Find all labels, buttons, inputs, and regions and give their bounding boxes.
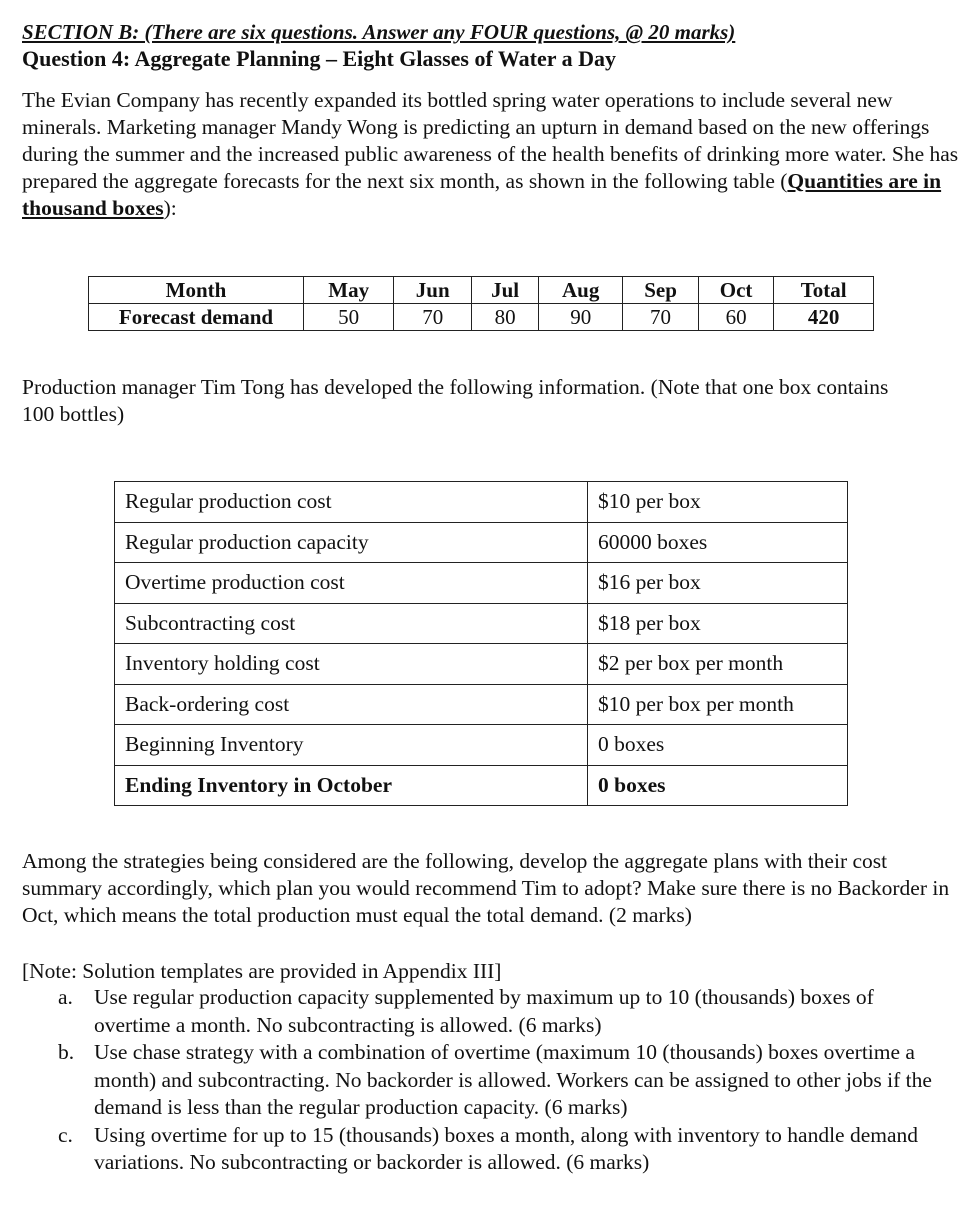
option-item [22,1039,952,1122]
info-value: 0 boxes [588,725,848,766]
quantity-unit-note: Quantities are in thousand boxes [22,169,942,220]
info-label: Regular production cost [115,482,588,523]
info-value: $2 per box per month [588,644,848,685]
option-text: Using overtime for up to 15 (thousands) boxes a month, along with inventory to handle demand variations. No subcontracting or backorder is allowed. (6 marks) [94,1122,919,1174]
info-value: $10 per box [588,482,848,523]
info-row [115,563,848,604]
info-value: $18 per box [588,603,848,644]
info-row [115,725,848,766]
month-cell: Jun [394,277,472,304]
option-text: Use chase strategy with a combination of overtime (maximum 10 (thousands) boxes overtime a month) and subcontracting. No backorder is allowed. Workers can be assigned to other jobs if the demand is less than the regular production capacity. (6 marks) [94,1040,932,1119]
question-title: Question 4: Aggregate Planning – Eight Glasses of Water a Day [22,46,617,71]
info-label: Back-ordering cost [115,684,588,725]
option-text: Use regular production capacity supplemented by maximum up to 10 (thousands) boxes of overtime a month. No subcontracting is allowed. (6 marks) [94,985,874,1037]
month-cell: Oct [698,277,774,304]
total-header: Total [774,277,874,304]
option-item [22,1122,952,1177]
production-info-table [114,481,848,806]
info-value: 0 boxes [588,765,848,806]
intro-tail: ): [163,196,177,220]
info-label: Regular production capacity [115,522,588,563]
demand-cell: 60 [698,304,774,331]
demand-header-row [89,277,874,304]
demand-forecast-table [88,276,874,331]
strategy-options-list [22,984,952,1177]
demand-cell: 80 [472,304,539,331]
option-item [22,984,952,1039]
info-value: $16 per box [588,563,848,604]
info-label: Inventory holding cost [115,644,588,685]
production-note: Production manager Tim Tong has developed the following information. (Note that one box contains 100 bottles) [22,375,889,426]
strategies-paragraph: Among the strategies being considered are the following, develop the aggregate plans with their cost summary accordingly, which plan you would recommend Tim to adopt? Make sure there is no Backorder in Oct, which means the total production must equal the total demand. (2 marks) [22,849,950,927]
demand-cell: 70 [394,304,472,331]
info-label: Beginning Inventory [115,725,588,766]
info-label: Subcontracting cost [115,603,588,644]
demand-values-row [89,304,874,331]
info-row [115,765,848,806]
info-label: Ending Inventory in October [115,765,588,806]
demand-cell: 90 [539,304,623,331]
info-row [115,603,848,644]
month-cell: Sep [623,277,699,304]
info-row [115,482,848,523]
info-row [115,522,848,563]
intro-text: The Evian Company has recently expanded its bottled spring water operations to include several new minerals. Marketing manager Mandy Wong is predicting an upturn in demand based on the new offerings during the summer and the increased public awareness of the health benefits of drinking more water. She has prepared the aggregate forecasts for the next six month, as shown in the following table ( [22,88,959,193]
month-cell: May [304,277,394,304]
option-marker: c. [58,1122,73,1147]
demand-cell: 50 [304,304,394,331]
forecast-demand-label: Forecast demand [89,304,304,331]
total-value: 420 [774,304,874,331]
month-cell: Jul [472,277,539,304]
info-value: $10 per box per month [588,684,848,725]
info-label: Overtime production cost [115,563,588,604]
option-marker: b. [58,1040,75,1064]
appendix-note: [Note: Solution templates are provided in Appendix III] [22,959,502,983]
intro-paragraph [22,87,962,222]
month-header: Month [89,277,304,304]
info-row [115,644,848,685]
info-value: 60000 boxes [588,522,848,563]
month-cell: Aug [539,277,623,304]
info-row [115,684,848,725]
option-marker: a. [58,985,73,1009]
demand-cell: 70 [623,304,699,331]
section-title: SECTION B: (There are six questions. Answer any FOUR questions, @ 20 marks) [22,20,736,44]
